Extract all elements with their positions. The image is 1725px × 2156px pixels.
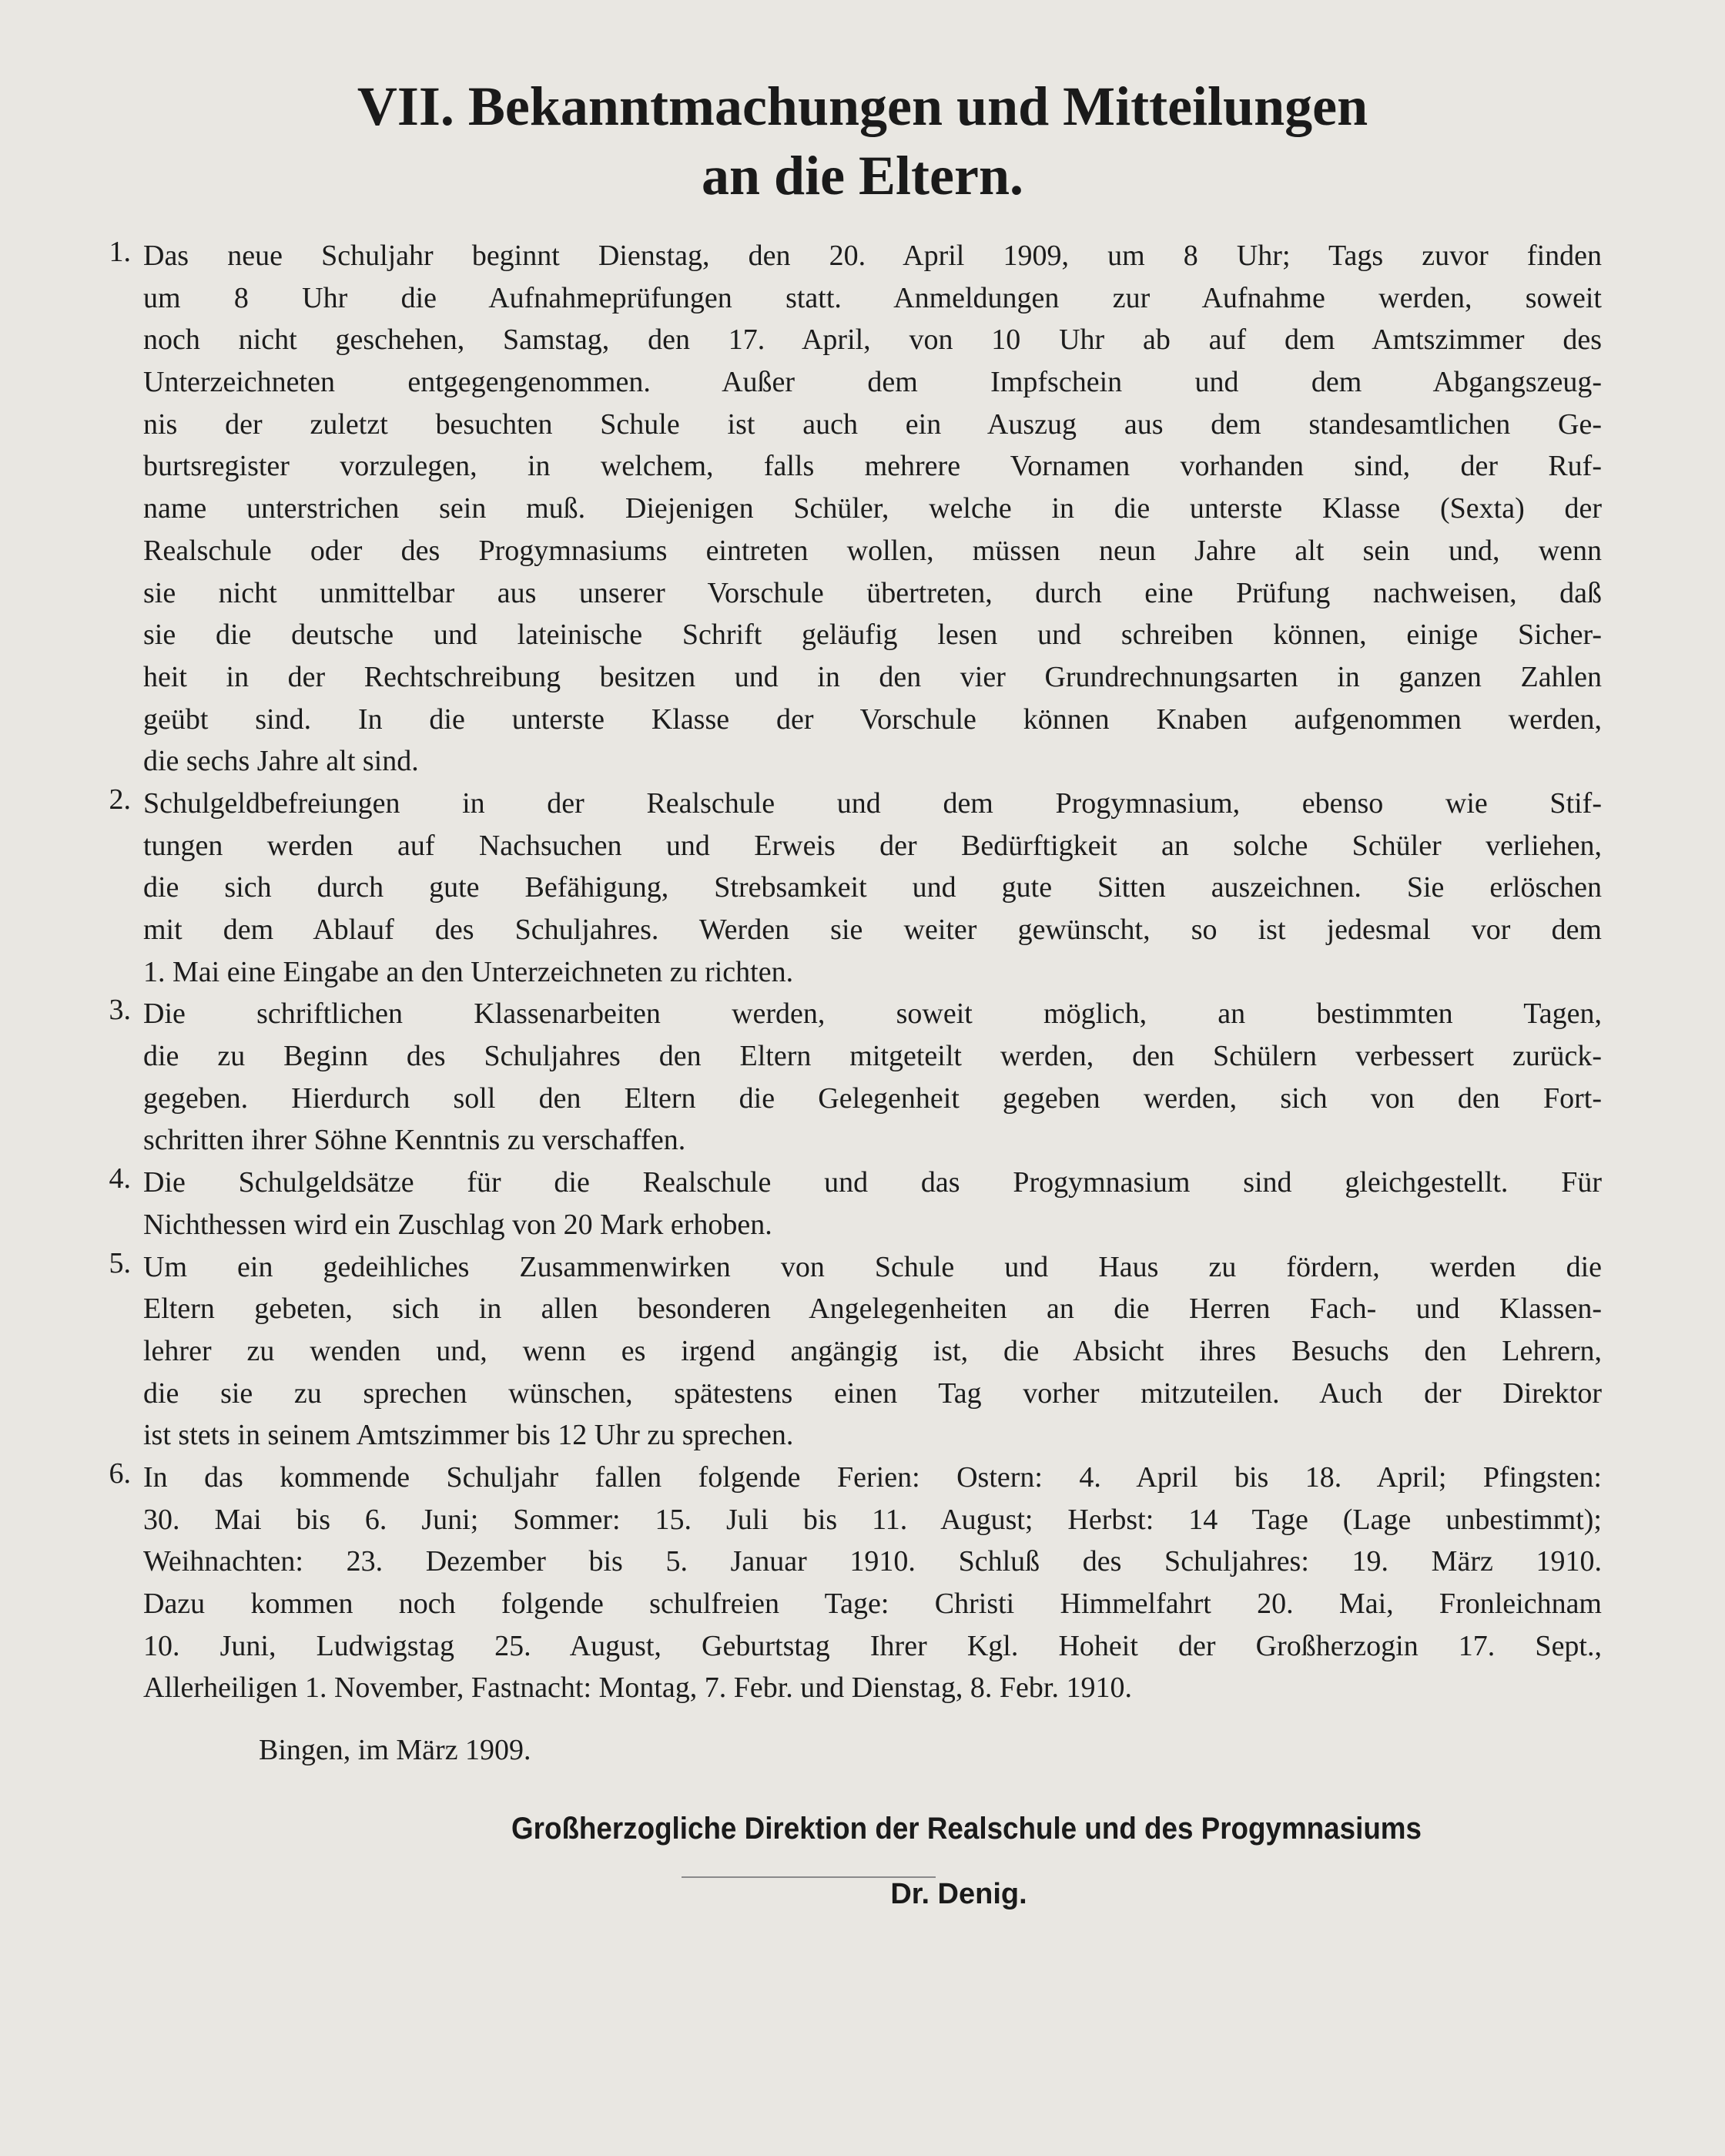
text-line: gegeben. Hierdurch soll den Eltern die Gelegenheit gegeben werden, sich von den Fort- [143, 1081, 1602, 1115]
text-line: Nichthessen wird ein Zuschlag von 20 Mark erhoben. [143, 1208, 772, 1241]
text-line: name unterstrichen sein muß. Diejenigen Schüler, welche in die unterste Klasse (Sexta) der [143, 492, 1602, 525]
text-line: Weihnachten: 23. Dezember bis 5. Januar 1910. Schluß des Schuljahres: 19. März 1910. [143, 1545, 1602, 1578]
text-line: um 8 Uhr die Aufnahmeprüfungen statt. Anmeldungen zur Aufnahme werden, soweit [143, 281, 1602, 314]
item-number: 6. [109, 1457, 131, 1490]
item-number: 3. [109, 994, 131, 1027]
signature-office: Großherzogliche Direktion der Realschule und des Progymnasiums [511, 1812, 1422, 1846]
list-item [85, 783, 1602, 993]
text-line: Unterzeichneten entgegengenommen. Außer dem Impfschein und dem Abgangszeug- [143, 366, 1602, 399]
text-line: tungen werden auf Nachsuchen und Erweis der Bedürftigkeit an solche Schüler verliehen, [143, 829, 1602, 862]
text-line: sie die deutsche und lateinische Schrift geläufig lesen und schreiben können, einige Sicher- [143, 619, 1602, 652]
place-date: Bingen, im März 1909. [259, 1734, 531, 1766]
item-number: 1. [109, 236, 131, 268]
text-line: schritten ihrer Söhne Kenntnis zu verschaffen. [143, 1124, 686, 1157]
list-item [85, 1246, 1602, 1457]
signature-name: Dr. Denig. [890, 1878, 1027, 1910]
text-line: Die schriftlichen Klassenarbeiten werden, soweit möglich, an bestimmten Tagen, [143, 998, 1602, 1031]
text-line: 1. Mai eine Eingabe an den Unterzeichneten zu richten. [143, 955, 794, 988]
list-item [85, 235, 1602, 783]
item-number: 2. [109, 783, 131, 816]
text-line: Um ein gedeihliches Zusammenwirken von Schule und Haus zu fördern, werden die [143, 1250, 1602, 1283]
text-line: burtsregister vorzulegen, in welchem, falls mehrere Vornamen vorhanden sind, der Ruf- [143, 450, 1602, 483]
text-line: Eltern gebeten, sich in allen besonderen Angelegenheiten an die Herren Fach- und Klassen- [143, 1293, 1602, 1326]
text-line: In das kommende Schuljahr fallen folgende Ferien: Ostern: 4. April bis 18. April; Pfingsten: [143, 1460, 1602, 1494]
text-line: 30. Mai bis 6. Juni; Sommer: 15. Juli bis 11. August; Herbst: 14 Tage (Lage unbestimmt); [143, 1503, 1602, 1536]
item-number: 4. [109, 1162, 131, 1195]
text-line: lehrer zu wenden und, wenn es irgend angängig ist, die Absicht ihres Besuchs den Lehrern, [143, 1334, 1602, 1367]
announcement-list [85, 235, 1602, 1709]
text-line: sie nicht unmittelbar aus unserer Vorschule übertreten, durch eine Prüfung nachweisen, daß [143, 576, 1602, 609]
list-item [85, 993, 1602, 1162]
heading-line-1: VII. Bekanntmachungen und Mitteilungen [357, 75, 1368, 137]
list-item [85, 1457, 1602, 1709]
list-item [85, 1162, 1602, 1246]
text-line: Allerheiligen 1. November, Fastnacht: Montag, 7. Febr. und Dienstag, 8. Febr. 1910. [143, 1671, 1132, 1705]
text-line: die zu Beginn des Schuljahres den Eltern mitgeteilt werden, den Schülern verbessert zurück- [143, 1040, 1602, 1073]
text-line: die sie zu sprechen wünschen, spätestens einen Tag vorher mitzuteilen. Auch der Direktor [143, 1376, 1602, 1410]
heading-line-2: an die Eltern. [701, 145, 1023, 206]
text-line: Schulgeldbefreiungen in der Realschule und dem Progymnasium, ebenso wie Stif- [143, 786, 1602, 820]
text-line: mit dem Ablauf des Schuljahres. Werden sie weiter gewünscht, so ist jedesmal vor dem [143, 914, 1602, 946]
text-line: heit in der Rechtschreibung besitzen und in den vier Grundrechnungsarten in ganzen Zahlen [143, 660, 1602, 693]
text-line: Die Schulgeldsätze für die Realschule und das Progymnasium sind gleichgestellt. Für [143, 1166, 1602, 1199]
text-line: Realschule oder des Progymnasiums eintreten wollen, müssen neun Jahre alt sein und, wenn [143, 534, 1602, 567]
item-number: 5. [109, 1246, 131, 1279]
text-line: nis der zuletzt besuchten Schule ist auch ein Auszug aus dem standesamtlichen Ge- [143, 407, 1602, 441]
text-line: noch nicht geschehen, Samstag, den 17. April, von 10 Uhr ab auf dem Amtszimmer des [143, 324, 1602, 357]
text-line: Das neue Schuljahr beginnt Dienstag, den 20. April 1909, um 8 Uhr; Tags zuvor finden [143, 240, 1602, 272]
text-line: Dazu kommen noch folgende schulfreien Tage: Christi Himmelfahrt 20. Mai, Fronleichnam [143, 1588, 1602, 1620]
text-line: 10. Juni, Ludwigstag 25. August, Geburtstag Ihrer Kgl. Hoheit der Großherzogin 17. Sept., [143, 1629, 1602, 1662]
text-line: ist stets in seinem Amtszimmer bis 12 Uhr zu sprechen. [143, 1419, 794, 1452]
text-line: die sechs Jahre alt sind. [143, 745, 419, 778]
text-line: die sich durch gute Befähigung, Strebsamkeit und gute Sitten auszeichnen. Sie erlöschen [143, 871, 1602, 904]
text-line: geübt sind. In die unterste Klasse der Vorschule können Knaben aufgenommen werden, [143, 702, 1602, 736]
